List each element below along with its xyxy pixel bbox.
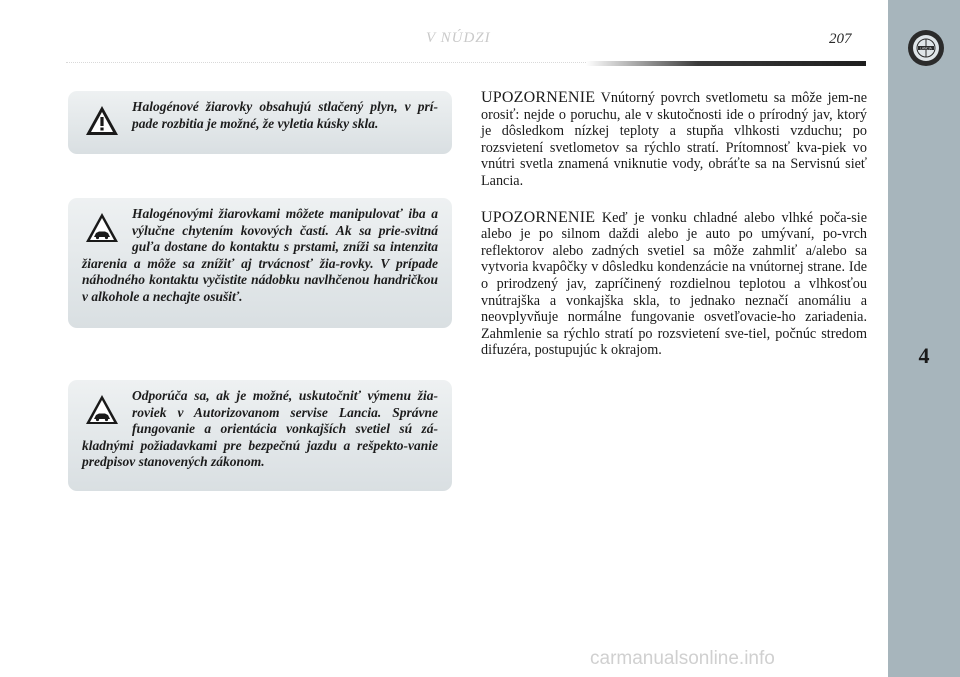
warning-text: Odporúča sa, ak je možné, uskutočniť výmenu žia-roviek v Autorizovanom servise Lancia. Správne fungovanie a orientácia vonkajších svetiel sú zá-kladnými požiadavkami pre bezpečnú jazdu a rešpekto-vanie predpisov stanovených zákonom. — [82, 388, 438, 470]
car-caution-icon — [84, 392, 120, 428]
warning-text: Halogénové žiarovky obsahujú stlačený plyn, v prí-pade rozbitia je možné, že vyletia kúsky skla. — [132, 99, 438, 131]
warning-box-bulb-handling — [68, 198, 452, 328]
notice-text: Keď je vonku chladné alebo vlhké poča-sie alebo je po silnom daždi alebo je auto po umývaní, po-vrch reflektorov alebo zadných svetiel sa môže zahmliť a/alebo sa vytvoria kvapôčky v dôsledku kondenzácie na vnútornej strane. Ide o prirodzený jav, zapríčinený rozdielnou teplotou a vlhkosťou vnútrajška a vonkajška skla, to jednako neznačí anomáliu a neovplyvňuje normálne fungovanie osvetľovacie-ho zariadenia. Zahmlenie sa rýchlo stratí po rozsvietení sve-tiel, počnúc stredom difuzéra, postupujúc k okrajom. — [481, 209, 867, 359]
header-divider-dotted — [66, 62, 586, 63]
notice-text: Vnútorný povrch svetlometu sa môže jem-ne orosiť: nejde o poruchu, ale v skutočnosti ide o prírodný jav, ktorý je dôsledkom nízkej teploty a stupňa vlhkosti vzduchu; po rozsvietení svetlometov sa rýchlo stratí. Prítomnosť kva-piek vo vnútri svetla znamená vniknutie vody, obráťte sa na Servisnú sieť Lancia. — [481, 90, 867, 189]
chapter-title: V NÚDZI — [426, 30, 491, 46]
warning-box-service-replacement — [68, 380, 452, 491]
body-column — [481, 90, 867, 379]
lancia-logo-icon — [908, 30, 944, 66]
notice-paragraph-fogging — [481, 210, 867, 359]
header-divider-solid — [586, 61, 866, 66]
warning-box-glass-fragments — [68, 91, 452, 154]
notice-label: UPOZORNENIE — [481, 89, 596, 106]
chapter-number: 4 — [918, 343, 930, 368]
watermark: carmanualsonline.info — [590, 648, 775, 669]
svg-text:LANCIA: LANCIA — [920, 46, 932, 51]
page-number: 207 — [829, 31, 852, 47]
warning-triangle-icon — [84, 103, 120, 139]
chapter-side-tab — [888, 0, 960, 677]
car-caution-icon — [84, 210, 120, 246]
warning-text: Halogénovými žiarovkami môžete manipulovať iba a výlučne chytením kovových častí. Ak sa prie-svitná guľa dostane do kontaktu s prstami, zníži sa intenzita žiarenia a môže sa znížiť aj trvácnosť žia-rovky. V prípade náhodného kontaktu vyčistite nádobku navlhčenou handričkou v alkohole a nechajte osušiť. — [82, 206, 438, 304]
notice-label: UPOZORNENIE — [481, 208, 596, 226]
notice-paragraph-condensation — [481, 90, 867, 190]
